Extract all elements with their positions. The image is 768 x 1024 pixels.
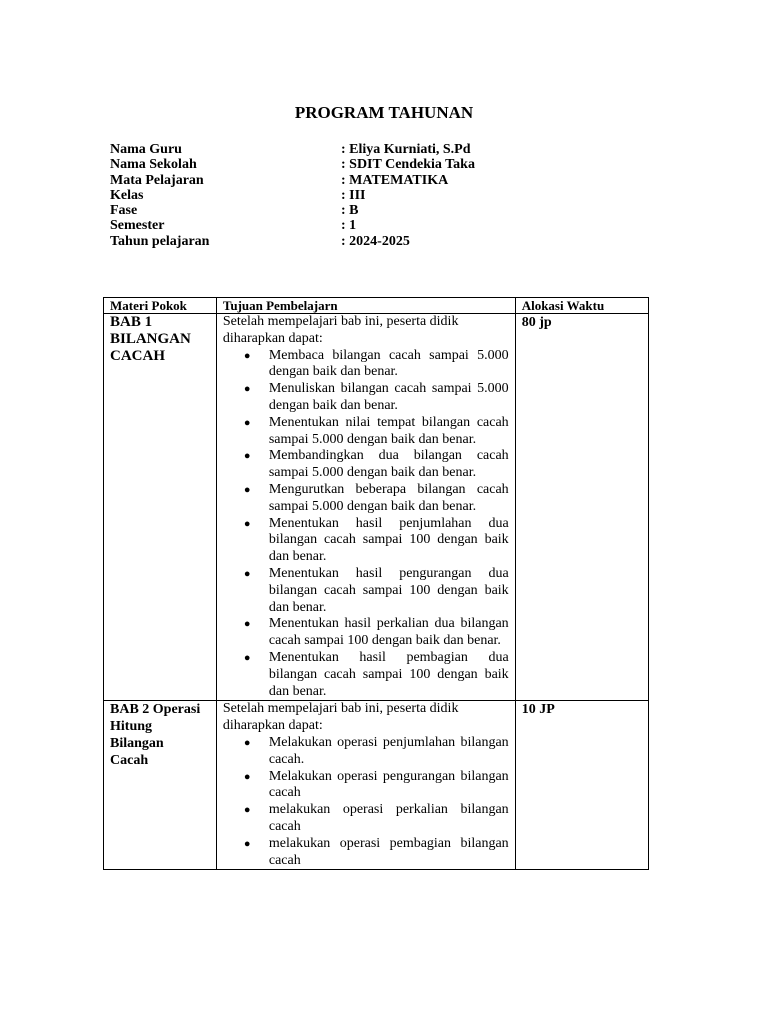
table-row xyxy=(104,314,649,701)
info-label: Nama Sekolah xyxy=(110,157,197,173)
list-item-text: Membaca bilangan cacah sampai 5.000 dengan baik dan benar. xyxy=(268,347,509,380)
tujuan-cell xyxy=(216,314,515,701)
header-tujuan-pembelajaran: Tujuan Pembelajarn xyxy=(216,298,515,314)
bullet-icon: ● xyxy=(243,618,251,631)
bullet-icon: ● xyxy=(243,483,251,496)
info-value: : 1 xyxy=(341,218,357,234)
list-item xyxy=(243,734,509,769)
bullet-icon: ● xyxy=(243,567,251,580)
materi-line: CACAH xyxy=(110,348,165,364)
list-item-text: Membandingkan dua bilangan cacah sampai 5.000 dengan baik dan benar. xyxy=(268,448,509,481)
info-label: Kelas xyxy=(110,187,144,203)
header-alokasi-waktu: Alokasi Waktu xyxy=(515,298,648,314)
alokasi-cell: 80 jp xyxy=(515,314,648,701)
list-item-text: Menentukan hasil pembagian dua bilangan cacah sampai 100 dengan baik dan benar. xyxy=(268,649,509,699)
info-value: : Eliya Kurniati, S.Pd xyxy=(341,142,471,157)
info-row-nama-guru xyxy=(110,142,475,157)
list-item-text: Menentukan hasil pengurangan dua bilangan cacah sampai 100 dengan baik dan benar. xyxy=(268,565,509,615)
bullet-icon: ● xyxy=(243,349,251,362)
list-item xyxy=(243,448,509,482)
annual-program-table xyxy=(103,297,649,870)
bullet-icon: ● xyxy=(243,651,251,664)
materi-line: Cacah xyxy=(110,753,149,769)
bullet-icon: ● xyxy=(243,383,251,396)
info-row-tahun-pelajaran xyxy=(110,234,475,249)
materi-line: BAB 2 Operasi xyxy=(110,702,201,718)
list-item xyxy=(243,381,509,415)
bullet-icon: ● xyxy=(243,517,251,530)
info-label: Fase xyxy=(110,203,138,219)
info-value: : B xyxy=(341,203,359,219)
info-value: : III xyxy=(341,187,366,203)
list-item-text: Menentukan nilai tempat bilangan cacah sampai 5.000 dengan baik dan benar. xyxy=(268,414,509,447)
list-item-text: melakukan operasi perkalian bilangan cacah xyxy=(268,802,509,834)
info-row-kelas xyxy=(110,188,475,203)
materi-cell xyxy=(104,314,217,701)
table-header-row xyxy=(104,298,649,314)
header-materi-pokok: Materi Pokok xyxy=(104,298,217,314)
info-label: Tahun pelajaran xyxy=(110,233,210,249)
info-label: Nama Guru xyxy=(110,142,182,157)
list-item xyxy=(243,414,509,449)
list-item xyxy=(243,649,509,700)
bullet-icon: ● xyxy=(243,804,251,817)
list-item xyxy=(243,802,509,836)
tujuan-intro: Setelah mempelajari bab ini, peserta didik diharapkan dapat: xyxy=(222,314,459,346)
materi-cell xyxy=(104,701,217,870)
list-item-text: Melakukan operasi penjumlahan bilangan cacah. xyxy=(268,734,509,767)
tujuan-list xyxy=(223,348,509,701)
list-item-text: Menentukan hasil perkalian dua bilangan cacah sampai 100 dengan baik dan benar. xyxy=(268,616,509,649)
identity-block xyxy=(110,142,475,249)
list-item xyxy=(243,835,509,870)
list-item-text: Menuliskan bilangan cacah sampai 5.000 dengan baik dan benar. xyxy=(268,381,509,413)
tujuan-cell xyxy=(216,701,515,870)
list-item xyxy=(243,515,509,566)
materi-line: BAB 1 xyxy=(110,314,153,330)
info-row-mata-pelajaran xyxy=(110,173,475,188)
materi-line: Bilangan xyxy=(110,736,164,752)
info-label: Semester xyxy=(110,218,165,234)
table-row xyxy=(104,701,649,870)
info-value: : 2024-2025 xyxy=(341,233,410,249)
list-item xyxy=(243,347,509,382)
materi-line: Hitung xyxy=(110,719,153,735)
bullet-icon: ● xyxy=(243,837,251,850)
list-item xyxy=(243,616,509,650)
info-row-fase xyxy=(110,203,475,218)
list-item xyxy=(243,565,509,616)
list-item xyxy=(243,768,509,803)
list-item-text: Melakukan operasi pengurangan bilangan cacah xyxy=(268,768,509,801)
bullet-icon: ● xyxy=(243,416,251,429)
bullet-icon: ● xyxy=(243,770,251,783)
list-item-text: Mengurutkan beberapa bilangan cacah sampai 5.000 dengan baik dan benar. xyxy=(268,481,509,514)
list-item-text: Menentukan hasil penjumlahan dua bilangan cacah sampai 100 dengan baik dan benar. xyxy=(268,515,509,565)
tujuan-list xyxy=(223,735,509,869)
list-item xyxy=(243,481,509,516)
bullet-icon: ● xyxy=(243,736,251,749)
page-title: PROGRAM TAHUNAN xyxy=(294,103,474,122)
alokasi-cell: 10 JP xyxy=(515,701,648,870)
bullet-icon: ● xyxy=(243,450,251,463)
info-value: : MATEMATIKA xyxy=(341,172,449,188)
tujuan-intro: Setelah mempelajari bab ini, peserta didik diharapkan dapat: xyxy=(222,701,459,734)
list-item-text: melakukan operasi pembagian bilangan cacah xyxy=(268,835,509,868)
info-row-nama-sekolah xyxy=(110,157,475,172)
info-row-semester xyxy=(110,218,475,233)
info-label: Mata Pelajaran xyxy=(110,172,204,188)
materi-line: BILANGAN xyxy=(110,331,191,347)
info-value: : SDIT Cendekia Taka xyxy=(341,157,475,173)
